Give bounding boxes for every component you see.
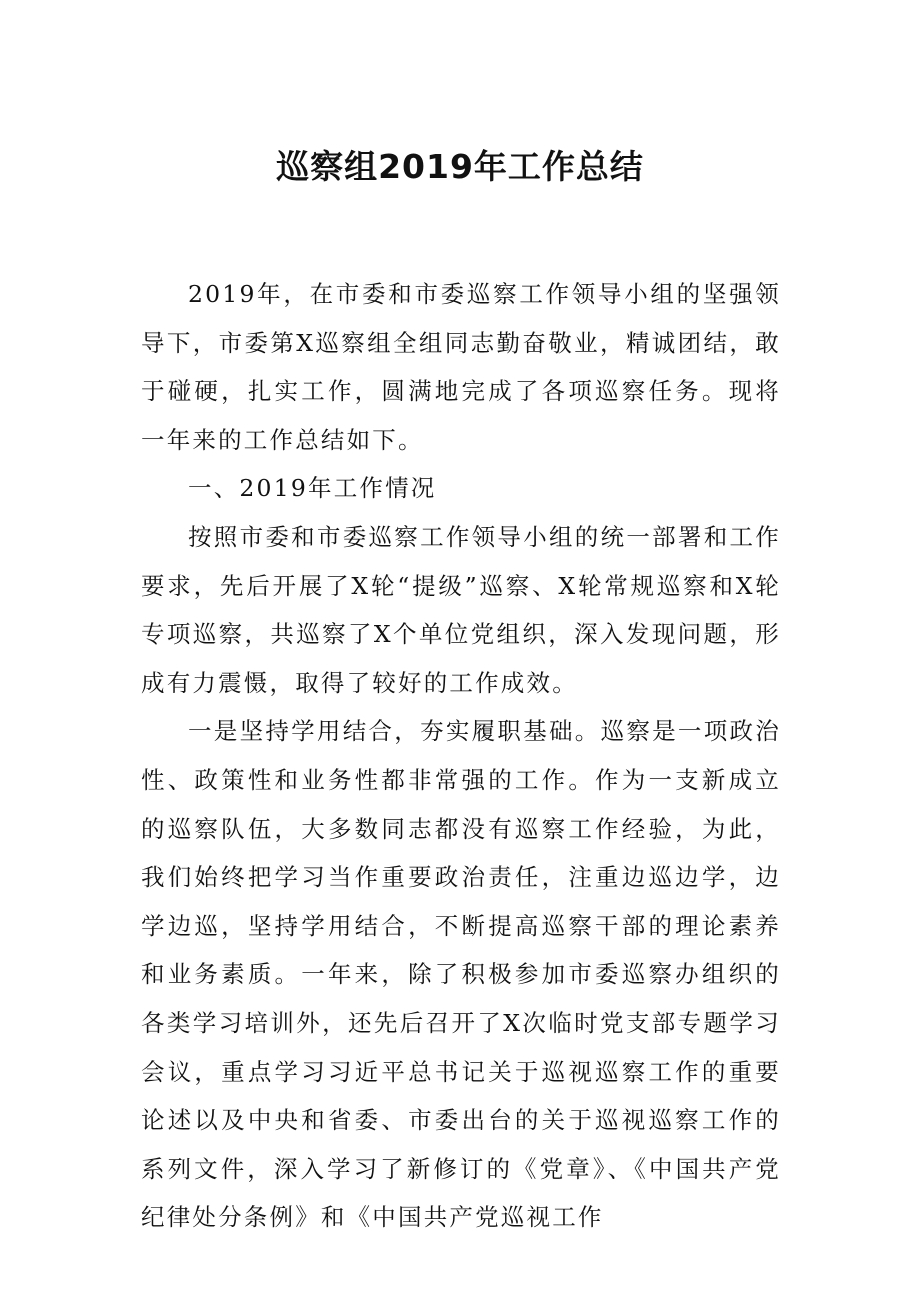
paragraph-overview: 按照市委和市委巡察工作领导小组的统一部署和工作要求，先后开展了X轮“提级”巡察、X轮常规巡察和X轮专项巡察，共巡察了X个单位党组织，深入发现问题，形成有力震慑，取得了较好的工作成效。: [141, 522, 781, 697]
document-body: [141, 270, 781, 1242]
section-heading-1: 一、2019年工作情况: [188, 474, 437, 503]
paragraph-study: 一是坚持学用结合，夯实履职基础。巡察是一项政治性、政策性和业务性都非常强的工作。作为一支新成立的巡察队伍，大多数同志都没有巡察工作经验，为此，我们始终把学习当作重要政治责任，注重边巡边学，边学边巡，坚持学用结合，不断提高巡察干部的理论素养和业务素质。一年来，除了积极参加市委巡察办组织的各类学习培训外，还先后召开了X次临时党支部专题学习会议，重点学习习近平总书记关于巡视巡察工作的重要论述以及中央和省委、市委出台的关于巡视巡察工作的系列文件，深入学习了新修订的《党章》、《中国共产党纪律处分条例》和《中国共产党巡视工作: [141, 717, 781, 1232]
document-title: 巡察组2019年工作总结: [276, 147, 644, 186]
paragraph-intro: 2019年，在市委和市委巡察工作领导小组的坚强领导下，市委第X巡察组全组同志勤奋敬业，精诚团结，敢于碰硬，扎实工作，圆满地完成了各项巡察任务。现将一年来的工作总结如下。: [141, 280, 781, 454]
